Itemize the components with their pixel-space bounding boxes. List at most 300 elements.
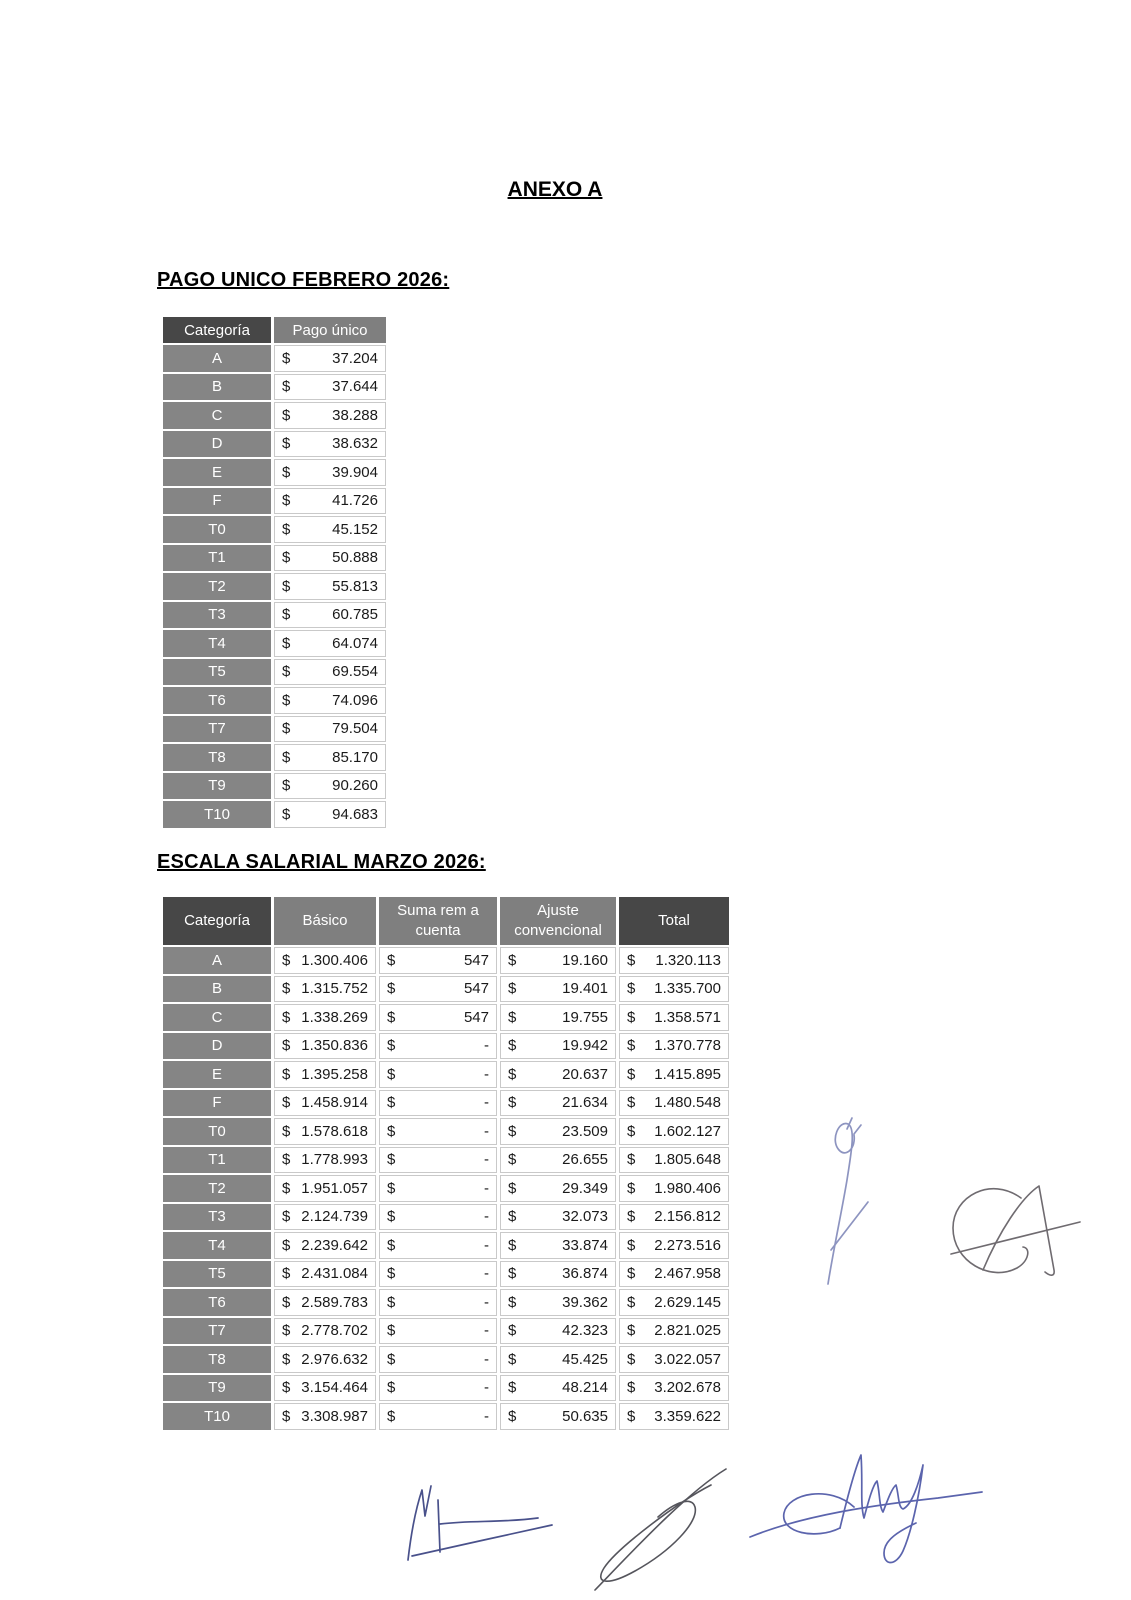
ajuste-cell bbox=[500, 1090, 616, 1117]
currency-symbol: $ bbox=[387, 1322, 396, 1340]
suma-rem-cell bbox=[379, 1118, 497, 1145]
suma-rem-value: 547 bbox=[463, 1008, 489, 1026]
table-row bbox=[163, 801, 386, 828]
total-cell bbox=[619, 1061, 729, 1088]
suma-rem-cell bbox=[379, 1318, 497, 1345]
total-value: 2.273.516 bbox=[654, 1236, 721, 1254]
table-row bbox=[163, 687, 386, 714]
currency-symbol: $ bbox=[508, 1008, 517, 1026]
table-row bbox=[163, 602, 386, 629]
currency-symbol: $ bbox=[627, 1094, 636, 1112]
basico-cell bbox=[274, 1090, 376, 1117]
pago-unico-cell bbox=[274, 402, 386, 429]
basico-value: 1.578.618 bbox=[301, 1122, 368, 1140]
table-row bbox=[163, 659, 386, 686]
currency-symbol: $ bbox=[282, 1293, 291, 1311]
total-cell bbox=[619, 1232, 729, 1259]
total-cell bbox=[619, 1175, 729, 1202]
pago-unico-value: 39.904 bbox=[332, 463, 378, 481]
basico-cell bbox=[274, 1375, 376, 1402]
ajuste-value: 48.214 bbox=[562, 1379, 608, 1397]
ajuste-value: 50.635 bbox=[562, 1407, 608, 1425]
categoria-cell: E bbox=[163, 459, 271, 486]
currency-symbol: $ bbox=[282, 720, 291, 738]
table-row bbox=[163, 1090, 729, 1117]
currency-symbol: $ bbox=[387, 1350, 396, 1368]
table-row bbox=[163, 630, 386, 657]
currency-symbol: $ bbox=[282, 1037, 291, 1055]
pago-unico-cell bbox=[274, 516, 386, 543]
currency-symbol: $ bbox=[282, 1151, 291, 1169]
basico-cell bbox=[274, 1346, 376, 1373]
pago-unico-cell bbox=[274, 773, 386, 800]
ajuste-value: 19.401 bbox=[562, 980, 608, 998]
pago-unico-cell bbox=[274, 431, 386, 458]
ajuste-cell bbox=[500, 1061, 616, 1088]
column-header-ajuste: Ajuste convencional bbox=[500, 897, 616, 945]
pago-unico-cell bbox=[274, 488, 386, 515]
ajuste-cell bbox=[500, 1318, 616, 1345]
table-row bbox=[163, 1061, 729, 1088]
table-row bbox=[163, 947, 729, 974]
basico-cell bbox=[274, 1204, 376, 1231]
pago-unico-cell bbox=[274, 545, 386, 572]
table-row bbox=[163, 1346, 729, 1373]
categoria-cell: B bbox=[163, 374, 271, 401]
suma-rem-value: - bbox=[484, 1379, 489, 1397]
currency-symbol: $ bbox=[282, 577, 291, 595]
pago-unico-value: 38.632 bbox=[332, 435, 378, 453]
total-value: 2.156.812 bbox=[654, 1208, 721, 1226]
total-cell bbox=[619, 1346, 729, 1373]
categoria-cell: C bbox=[163, 402, 271, 429]
basico-value: 1.778.993 bbox=[301, 1151, 368, 1169]
currency-symbol: $ bbox=[387, 1236, 396, 1254]
table-row bbox=[163, 1175, 729, 1202]
currency-symbol: $ bbox=[282, 492, 291, 510]
pago-unico-cell bbox=[274, 659, 386, 686]
total-value: 1.320.113 bbox=[655, 951, 721, 969]
total-value: 3.202.678 bbox=[654, 1379, 721, 1397]
categoria-cell: T6 bbox=[163, 1289, 271, 1316]
table-row bbox=[163, 545, 386, 572]
ajuste-value: 29.349 bbox=[562, 1179, 608, 1197]
currency-symbol: $ bbox=[387, 1151, 396, 1169]
currency-symbol: $ bbox=[387, 980, 396, 998]
total-cell bbox=[619, 1147, 729, 1174]
suma-rem-cell bbox=[379, 1375, 497, 1402]
currency-symbol: $ bbox=[282, 549, 291, 567]
currency-symbol: $ bbox=[282, 520, 291, 538]
currency-symbol: $ bbox=[508, 1265, 517, 1283]
categoria-cell: T2 bbox=[163, 1175, 271, 1202]
pago-unico-value: 74.096 bbox=[332, 691, 378, 709]
total-cell bbox=[619, 1204, 729, 1231]
total-cell bbox=[619, 1118, 729, 1145]
total-value: 1.602.127 bbox=[654, 1122, 721, 1140]
ajuste-cell bbox=[500, 947, 616, 974]
currency-symbol: $ bbox=[508, 1208, 517, 1226]
currency-symbol: $ bbox=[387, 951, 396, 969]
categoria-cell: C bbox=[163, 1004, 271, 1031]
ajuste-cell bbox=[500, 1232, 616, 1259]
total-value: 2.467.958 bbox=[654, 1265, 721, 1283]
currency-symbol: $ bbox=[282, 951, 291, 969]
table-row bbox=[163, 1204, 729, 1231]
currency-symbol: $ bbox=[387, 1208, 396, 1226]
currency-symbol: $ bbox=[387, 1037, 396, 1055]
categoria-cell: T0 bbox=[163, 516, 271, 543]
categoria-cell: T6 bbox=[163, 687, 271, 714]
currency-symbol: $ bbox=[387, 1293, 396, 1311]
table-row bbox=[163, 488, 386, 515]
suma-rem-value: - bbox=[484, 1236, 489, 1254]
suma-rem-value: - bbox=[484, 1265, 489, 1283]
currency-symbol: $ bbox=[508, 1179, 517, 1197]
currency-symbol: $ bbox=[282, 691, 291, 709]
table-row bbox=[163, 744, 386, 771]
suma-rem-value: - bbox=[484, 1151, 489, 1169]
categoria-cell: T5 bbox=[163, 659, 271, 686]
total-cell bbox=[619, 976, 729, 1003]
suma-rem-cell bbox=[379, 1033, 497, 1060]
pago-unico-value: 50.888 bbox=[332, 549, 378, 567]
suma-rem-value: - bbox=[484, 1179, 489, 1197]
table-row bbox=[163, 516, 386, 543]
currency-symbol: $ bbox=[627, 980, 636, 998]
currency-symbol: $ bbox=[627, 1037, 636, 1055]
pago-unico-value: 94.683 bbox=[332, 805, 378, 823]
total-cell bbox=[619, 1004, 729, 1031]
total-value: 1.370.778 bbox=[654, 1037, 721, 1055]
categoria-cell: T5 bbox=[163, 1261, 271, 1288]
total-value: 1.805.648 bbox=[654, 1151, 721, 1169]
ajuste-cell bbox=[500, 1004, 616, 1031]
column-header-pago-unico: Pago único bbox=[274, 317, 386, 343]
total-cell bbox=[619, 1403, 729, 1430]
currency-symbol: $ bbox=[508, 1379, 517, 1397]
pago-unico-cell bbox=[274, 459, 386, 486]
basico-value: 2.976.632 bbox=[301, 1350, 368, 1368]
column-header-categoria: Categoría bbox=[163, 897, 271, 945]
categoria-cell: T10 bbox=[163, 1403, 271, 1430]
handwritten-signature-icon bbox=[933, 1170, 1083, 1288]
ajuste-cell bbox=[500, 1033, 616, 1060]
currency-symbol: $ bbox=[508, 1350, 517, 1368]
currency-symbol: $ bbox=[508, 1322, 517, 1340]
total-value: 1.358.571 bbox=[654, 1008, 721, 1026]
basico-cell bbox=[274, 1061, 376, 1088]
categoria-cell: T3 bbox=[163, 602, 271, 629]
basico-value: 2.589.783 bbox=[301, 1293, 368, 1311]
currency-symbol: $ bbox=[282, 1065, 291, 1083]
categoria-cell: T7 bbox=[163, 716, 271, 743]
pago-unico-cell bbox=[274, 716, 386, 743]
suma-rem-cell bbox=[379, 976, 497, 1003]
currency-symbol: $ bbox=[282, 1208, 291, 1226]
suma-rem-cell bbox=[379, 1289, 497, 1316]
handwritten-signature-icon bbox=[742, 1443, 1012, 1573]
ajuste-value: 39.362 bbox=[562, 1293, 608, 1311]
basico-cell bbox=[274, 1004, 376, 1031]
currency-symbol: $ bbox=[282, 805, 291, 823]
escala-table-body bbox=[163, 947, 729, 1430]
currency-symbol: $ bbox=[387, 1065, 396, 1083]
basico-value: 2.124.739 bbox=[301, 1208, 368, 1226]
ajuste-value: 19.160 bbox=[562, 951, 608, 969]
currency-symbol: $ bbox=[282, 1407, 291, 1425]
ajuste-cell bbox=[500, 976, 616, 1003]
currency-symbol: $ bbox=[282, 1179, 291, 1197]
currency-symbol: $ bbox=[282, 1379, 291, 1397]
total-cell bbox=[619, 1375, 729, 1402]
ajuste-cell bbox=[500, 1204, 616, 1231]
basico-cell bbox=[274, 1403, 376, 1430]
suma-rem-value: - bbox=[484, 1122, 489, 1140]
table-row bbox=[163, 1375, 729, 1402]
categoria-cell: T4 bbox=[163, 1232, 271, 1259]
currency-symbol: $ bbox=[508, 1094, 517, 1112]
pago-unico-cell bbox=[274, 687, 386, 714]
categoria-cell: T10 bbox=[163, 801, 271, 828]
categoria-cell: B bbox=[163, 976, 271, 1003]
currency-symbol: $ bbox=[627, 1208, 636, 1226]
total-value: 3.022.057 bbox=[654, 1350, 721, 1368]
currency-symbol: $ bbox=[627, 1008, 636, 1026]
basico-cell bbox=[274, 1033, 376, 1060]
currency-symbol: $ bbox=[627, 1179, 636, 1197]
currency-symbol: $ bbox=[508, 980, 517, 998]
categoria-cell: F bbox=[163, 1090, 271, 1117]
categoria-cell: T7 bbox=[163, 1318, 271, 1345]
currency-symbol: $ bbox=[387, 1008, 396, 1026]
basico-cell bbox=[274, 1147, 376, 1174]
suma-rem-cell bbox=[379, 1090, 497, 1117]
basico-value: 1.395.258 bbox=[301, 1065, 368, 1083]
basico-cell bbox=[274, 1232, 376, 1259]
table-row bbox=[163, 1033, 729, 1060]
suma-rem-cell bbox=[379, 1232, 497, 1259]
currency-symbol: $ bbox=[282, 777, 291, 795]
currency-symbol: $ bbox=[508, 1293, 517, 1311]
categoria-cell: T3 bbox=[163, 1204, 271, 1231]
ajuste-value: 36.874 bbox=[562, 1265, 608, 1283]
currency-symbol: $ bbox=[508, 951, 517, 969]
total-value: 1.480.548 bbox=[654, 1094, 721, 1112]
basico-value: 2.239.642 bbox=[301, 1236, 368, 1254]
currency-symbol: $ bbox=[387, 1094, 396, 1112]
suma-rem-cell bbox=[379, 1261, 497, 1288]
basico-value: 3.154.464 bbox=[301, 1379, 368, 1397]
currency-symbol: $ bbox=[627, 1065, 636, 1083]
table-row bbox=[163, 431, 386, 458]
currency-symbol: $ bbox=[282, 1122, 291, 1140]
suma-rem-cell bbox=[379, 1004, 497, 1031]
basico-cell bbox=[274, 1261, 376, 1288]
suma-rem-value: - bbox=[484, 1322, 489, 1340]
pago-unico-value: 38.288 bbox=[332, 406, 378, 424]
basico-value: 1.315.752 bbox=[301, 980, 368, 998]
ajuste-value: 33.874 bbox=[562, 1236, 608, 1254]
total-cell bbox=[619, 1090, 729, 1117]
ajuste-cell bbox=[500, 1118, 616, 1145]
pago-unico-cell bbox=[274, 602, 386, 629]
total-value: 1.335.700 bbox=[654, 980, 721, 998]
currency-symbol: $ bbox=[282, 349, 291, 367]
ajuste-cell bbox=[500, 1261, 616, 1288]
total-value: 2.629.145 bbox=[654, 1293, 721, 1311]
currency-symbol: $ bbox=[627, 1293, 636, 1311]
currency-symbol: $ bbox=[387, 1379, 396, 1397]
handwritten-signature-icon bbox=[795, 1092, 895, 1292]
handwritten-signature-icon bbox=[583, 1460, 738, 1598]
suma-rem-value: - bbox=[484, 1350, 489, 1368]
pago-unico-value: 45.152 bbox=[332, 520, 378, 538]
categoria-cell: E bbox=[163, 1061, 271, 1088]
suma-rem-value: 547 bbox=[463, 951, 489, 969]
currency-symbol: $ bbox=[282, 748, 291, 766]
suma-rem-cell bbox=[379, 1346, 497, 1373]
basico-value: 1.300.406 bbox=[301, 951, 368, 969]
suma-rem-value: - bbox=[484, 1037, 489, 1055]
pago-unico-table-header bbox=[163, 317, 386, 343]
basico-value: 1.951.057 bbox=[301, 1179, 368, 1197]
suma-rem-value: - bbox=[484, 1094, 489, 1112]
categoria-cell: T4 bbox=[163, 630, 271, 657]
heading-pago-unico: PAGO UNICO FEBRERO 2026: bbox=[157, 269, 450, 291]
suma-rem-cell bbox=[379, 947, 497, 974]
currency-symbol: $ bbox=[387, 1122, 396, 1140]
categoria-cell: D bbox=[163, 431, 271, 458]
ajuste-cell bbox=[500, 1403, 616, 1430]
ajuste-cell bbox=[500, 1175, 616, 1202]
currency-symbol: $ bbox=[508, 1236, 517, 1254]
pago-unico-table bbox=[160, 315, 389, 830]
currency-symbol: $ bbox=[627, 1322, 636, 1340]
total-cell bbox=[619, 1318, 729, 1345]
currency-symbol: $ bbox=[508, 1065, 517, 1083]
table-row bbox=[163, 345, 386, 372]
pago-unico-table-body bbox=[163, 345, 386, 828]
currency-symbol: $ bbox=[282, 1094, 291, 1112]
escala-salarial-table bbox=[160, 895, 732, 1432]
total-cell bbox=[619, 1033, 729, 1060]
pago-unico-cell bbox=[274, 801, 386, 828]
ajuste-value: 42.323 bbox=[562, 1322, 608, 1340]
pago-unico-value: 41.726 bbox=[332, 492, 378, 510]
table-row bbox=[163, 1118, 729, 1145]
basico-value: 2.778.702 bbox=[301, 1322, 368, 1340]
basico-value: 1.458.914 bbox=[301, 1094, 368, 1112]
currency-symbol: $ bbox=[508, 1037, 517, 1055]
suma-rem-cell bbox=[379, 1175, 497, 1202]
currency-symbol: $ bbox=[627, 1236, 636, 1254]
currency-symbol: $ bbox=[282, 663, 291, 681]
suma-rem-value: - bbox=[484, 1407, 489, 1425]
currency-symbol: $ bbox=[387, 1265, 396, 1283]
categoria-cell: T8 bbox=[163, 744, 271, 771]
total-cell bbox=[619, 1289, 729, 1316]
categoria-cell: T9 bbox=[163, 1375, 271, 1402]
categoria-cell: F bbox=[163, 488, 271, 515]
table-row bbox=[163, 1261, 729, 1288]
total-value: 2.821.025 bbox=[654, 1322, 721, 1340]
categoria-cell: T1 bbox=[163, 1147, 271, 1174]
ajuste-value: 45.425 bbox=[562, 1350, 608, 1368]
basico-cell bbox=[274, 976, 376, 1003]
ajuste-value: 26.655 bbox=[562, 1151, 608, 1169]
suma-rem-value: 547 bbox=[463, 980, 489, 998]
basico-cell bbox=[274, 1289, 376, 1316]
pago-unico-cell bbox=[274, 374, 386, 401]
pago-unico-value: 37.644 bbox=[332, 378, 378, 396]
categoria-cell: D bbox=[163, 1033, 271, 1060]
escala-table-header bbox=[163, 897, 729, 945]
ajuste-value: 23.509 bbox=[562, 1122, 608, 1140]
pago-unico-value: 60.785 bbox=[332, 606, 378, 624]
heading-escala-salarial: ESCALA SALARIAL MARZO 2026: bbox=[157, 851, 486, 873]
currency-symbol: $ bbox=[627, 1350, 636, 1368]
categoria-cell: T0 bbox=[163, 1118, 271, 1145]
basico-value: 1.350.836 bbox=[301, 1037, 368, 1055]
basico-cell bbox=[274, 947, 376, 974]
table-row bbox=[163, 773, 386, 800]
currency-symbol: $ bbox=[387, 1179, 396, 1197]
basico-cell bbox=[274, 1318, 376, 1345]
currency-symbol: $ bbox=[282, 1236, 291, 1254]
table-row bbox=[163, 573, 386, 600]
currency-symbol: $ bbox=[627, 951, 636, 969]
ajuste-cell bbox=[500, 1375, 616, 1402]
categoria-cell: T8 bbox=[163, 1346, 271, 1373]
pago-unico-cell bbox=[274, 345, 386, 372]
categoria-cell: T1 bbox=[163, 545, 271, 572]
column-header-basico: Básico bbox=[274, 897, 376, 945]
table-row bbox=[163, 1318, 729, 1345]
table-row bbox=[163, 1289, 729, 1316]
ajuste-cell bbox=[500, 1346, 616, 1373]
pago-unico-value: 69.554 bbox=[332, 663, 378, 681]
categoria-cell: T9 bbox=[163, 773, 271, 800]
basico-cell bbox=[274, 1118, 376, 1145]
pago-unico-value: 85.170 bbox=[332, 748, 378, 766]
total-value: 1.415.895 bbox=[654, 1065, 721, 1083]
pago-unico-value: 90.260 bbox=[332, 777, 378, 795]
total-value: 1.980.406 bbox=[654, 1179, 721, 1197]
total-value: 3.359.622 bbox=[654, 1407, 721, 1425]
currency-symbol: $ bbox=[282, 606, 291, 624]
pago-unico-value: 55.813 bbox=[332, 577, 378, 595]
table-row bbox=[163, 374, 386, 401]
currency-symbol: $ bbox=[627, 1151, 636, 1169]
suma-rem-cell bbox=[379, 1403, 497, 1430]
currency-symbol: $ bbox=[282, 1265, 291, 1283]
suma-rem-value: - bbox=[484, 1065, 489, 1083]
currency-symbol: $ bbox=[627, 1379, 636, 1397]
table-row bbox=[163, 976, 729, 1003]
ajuste-value: 21.634 bbox=[562, 1094, 608, 1112]
currency-symbol: $ bbox=[282, 463, 291, 481]
currency-symbol: $ bbox=[627, 1122, 636, 1140]
suma-rem-value: - bbox=[484, 1293, 489, 1311]
table-row bbox=[163, 402, 386, 429]
table-row bbox=[163, 1004, 729, 1031]
suma-rem-cell bbox=[379, 1061, 497, 1088]
ajuste-cell bbox=[500, 1147, 616, 1174]
basico-cell bbox=[274, 1175, 376, 1202]
table-row bbox=[163, 1232, 729, 1259]
pago-unico-cell bbox=[274, 630, 386, 657]
